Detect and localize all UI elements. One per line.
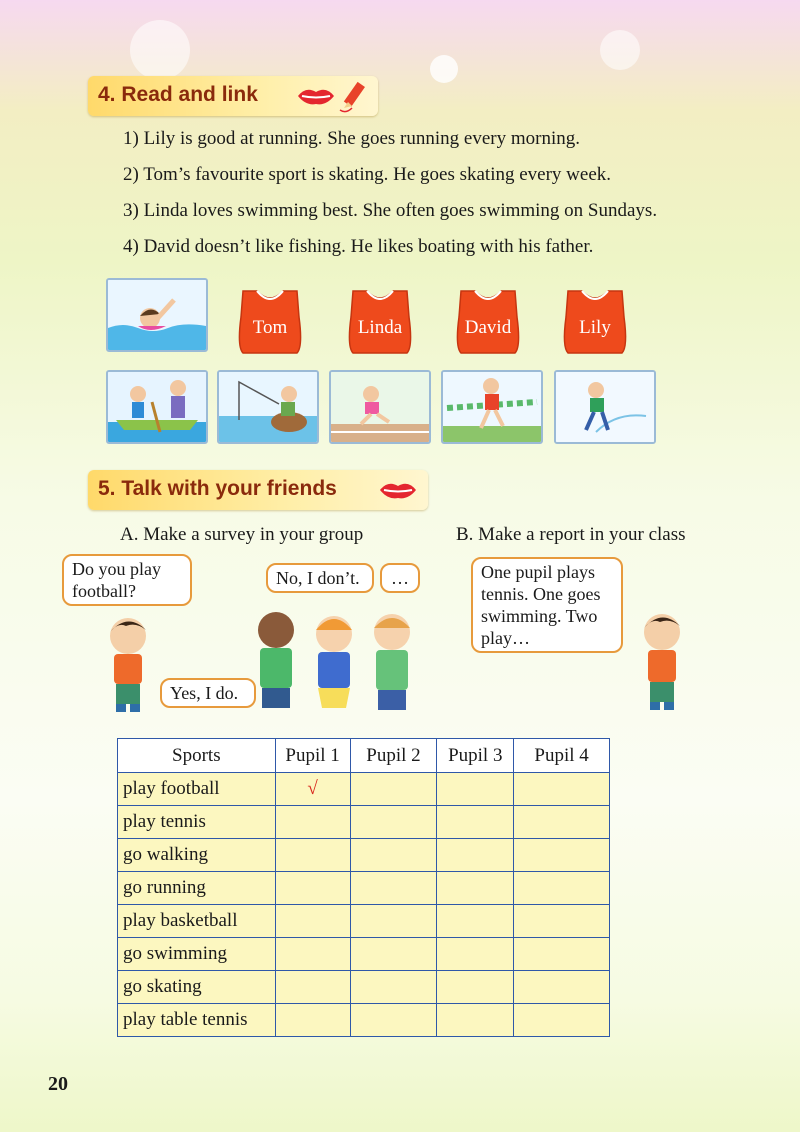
pupil-2-cell[interactable] [350,1004,437,1037]
pupil-3-cell[interactable] [437,905,514,938]
sentence-2: 2) Tom’s favourite sport is skating. He goes skating every week. [123,164,611,185]
pupil-1-cell[interactable] [275,806,350,839]
question-bubble: Do you play football? [62,554,192,606]
pupil-3-cell[interactable] [437,938,514,971]
section4-header [88,76,378,116]
report-bubble: One pupil plays tennis. One goes swimming. Two play… [471,557,623,653]
pencil-icon [338,78,374,114]
pupil-1-cell[interactable] [275,971,350,1004]
shirt-linda[interactable] [343,287,417,355]
report-subtitle: B. Make a report in your class [456,524,686,545]
survey-subtitle: A. Make a survey in your group [120,524,364,545]
table-row [118,839,610,872]
pupil-4-cell[interactable] [514,938,610,971]
shirt-label-david: David [464,317,512,338]
table-header-row [118,739,610,773]
shirt-lily[interactable] [558,287,632,355]
section5-header [88,470,428,510]
shirt-label-linda: Linda [357,317,403,338]
lips-icon [296,84,336,108]
sport-cell: play football [118,773,276,806]
table-row [118,806,610,839]
pupil-3-cell[interactable] [437,773,514,806]
background-sparkle [430,55,458,83]
pupil-2-cell[interactable] [350,971,437,1004]
header-sports: Sports [118,739,276,773]
no-bubble: No, I don’t. [266,563,374,593]
pupil-2-cell[interactable] [350,806,437,839]
swimming-picture[interactable] [106,278,208,352]
pupil-4-cell[interactable] [514,872,610,905]
pupil-4-cell[interactable] [514,806,610,839]
sport-cell: go running [118,872,276,905]
boating-picture[interactable] [106,370,208,444]
skating-picture[interactable] [554,370,656,444]
shirt-label-tom: Tom [252,317,288,338]
background-sparkle [600,30,640,70]
fishing-picture[interactable] [217,370,319,444]
header-pupil-3: Pupil 3 [437,739,514,773]
pupil-3-cell[interactable] [437,1004,514,1037]
table-row [118,1004,610,1037]
pupil-2-cell[interactable] [350,773,437,806]
sport-cell: go swimming [118,938,276,971]
sport-cell: play basketball [118,905,276,938]
section4-title: 4. Read and link [98,83,258,106]
pupil-4-cell[interactable] [514,971,610,1004]
section5-title: 5. Talk with your friends [98,477,337,500]
header-pupil-1: Pupil 1 [275,739,350,773]
dots-bubble: … [380,563,420,593]
pupil-2-cell[interactable] [350,839,437,872]
page-number: 20 [48,1073,68,1095]
survey-table [117,738,610,1037]
pupil-3-cell[interactable] [437,872,514,905]
sport-cell: play tennis [118,806,276,839]
sentence-3: 3) Linda loves swimming best. She often goes swimming on Sundays. [123,200,658,221]
sport-cell: go walking [118,839,276,872]
pupil-3-cell[interactable] [437,839,514,872]
boy-right-illustration [630,608,694,716]
pupil-1-cell[interactable] [275,905,350,938]
sentence-1: 1) Lily is good at running. She goes running every morning. [123,128,580,149]
table-row [118,773,610,806]
header-pupil-2: Pupil 2 [350,739,437,773]
sport-cell: go skating [118,971,276,1004]
yes-bubble: Yes, I do. [160,678,256,708]
pupil-4-cell[interactable] [514,839,610,872]
table-row [118,938,610,971]
pupil-2-cell[interactable] [350,938,437,971]
race-finish-picture[interactable] [441,370,543,444]
pupil-4-cell[interactable] [514,773,610,806]
kids-group-illustration [246,600,416,716]
pupil-1-cell[interactable] [275,938,350,971]
background-sparkle [130,20,190,80]
pupil-1-cell[interactable]: √ [275,773,350,806]
table-row [118,905,610,938]
header-pupil-4: Pupil 4 [514,739,610,773]
pupil-4-cell[interactable] [514,1004,610,1037]
shirt-david[interactable] [451,287,525,355]
pupil-2-cell[interactable] [350,872,437,905]
shirt-tom[interactable] [233,287,307,355]
sport-cell: play table tennis [118,1004,276,1037]
table-row [118,971,610,1004]
pupil-3-cell[interactable] [437,806,514,839]
sentence-4: 4) David doesn’t like fishing. He likes boating with his father. [123,236,594,257]
pupil-1-cell[interactable] [275,1004,350,1037]
shirt-label-lily: Lily [579,317,611,338]
pupil-3-cell[interactable] [437,971,514,1004]
pupil-1-cell[interactable] [275,839,350,872]
boy-left-illustration [96,612,160,716]
pupil-4-cell[interactable] [514,905,610,938]
pupil-1-cell[interactable] [275,872,350,905]
pupil-2-cell[interactable] [350,905,437,938]
table-row [118,872,610,905]
lips-icon [378,478,418,502]
running-picture[interactable] [329,370,431,444]
